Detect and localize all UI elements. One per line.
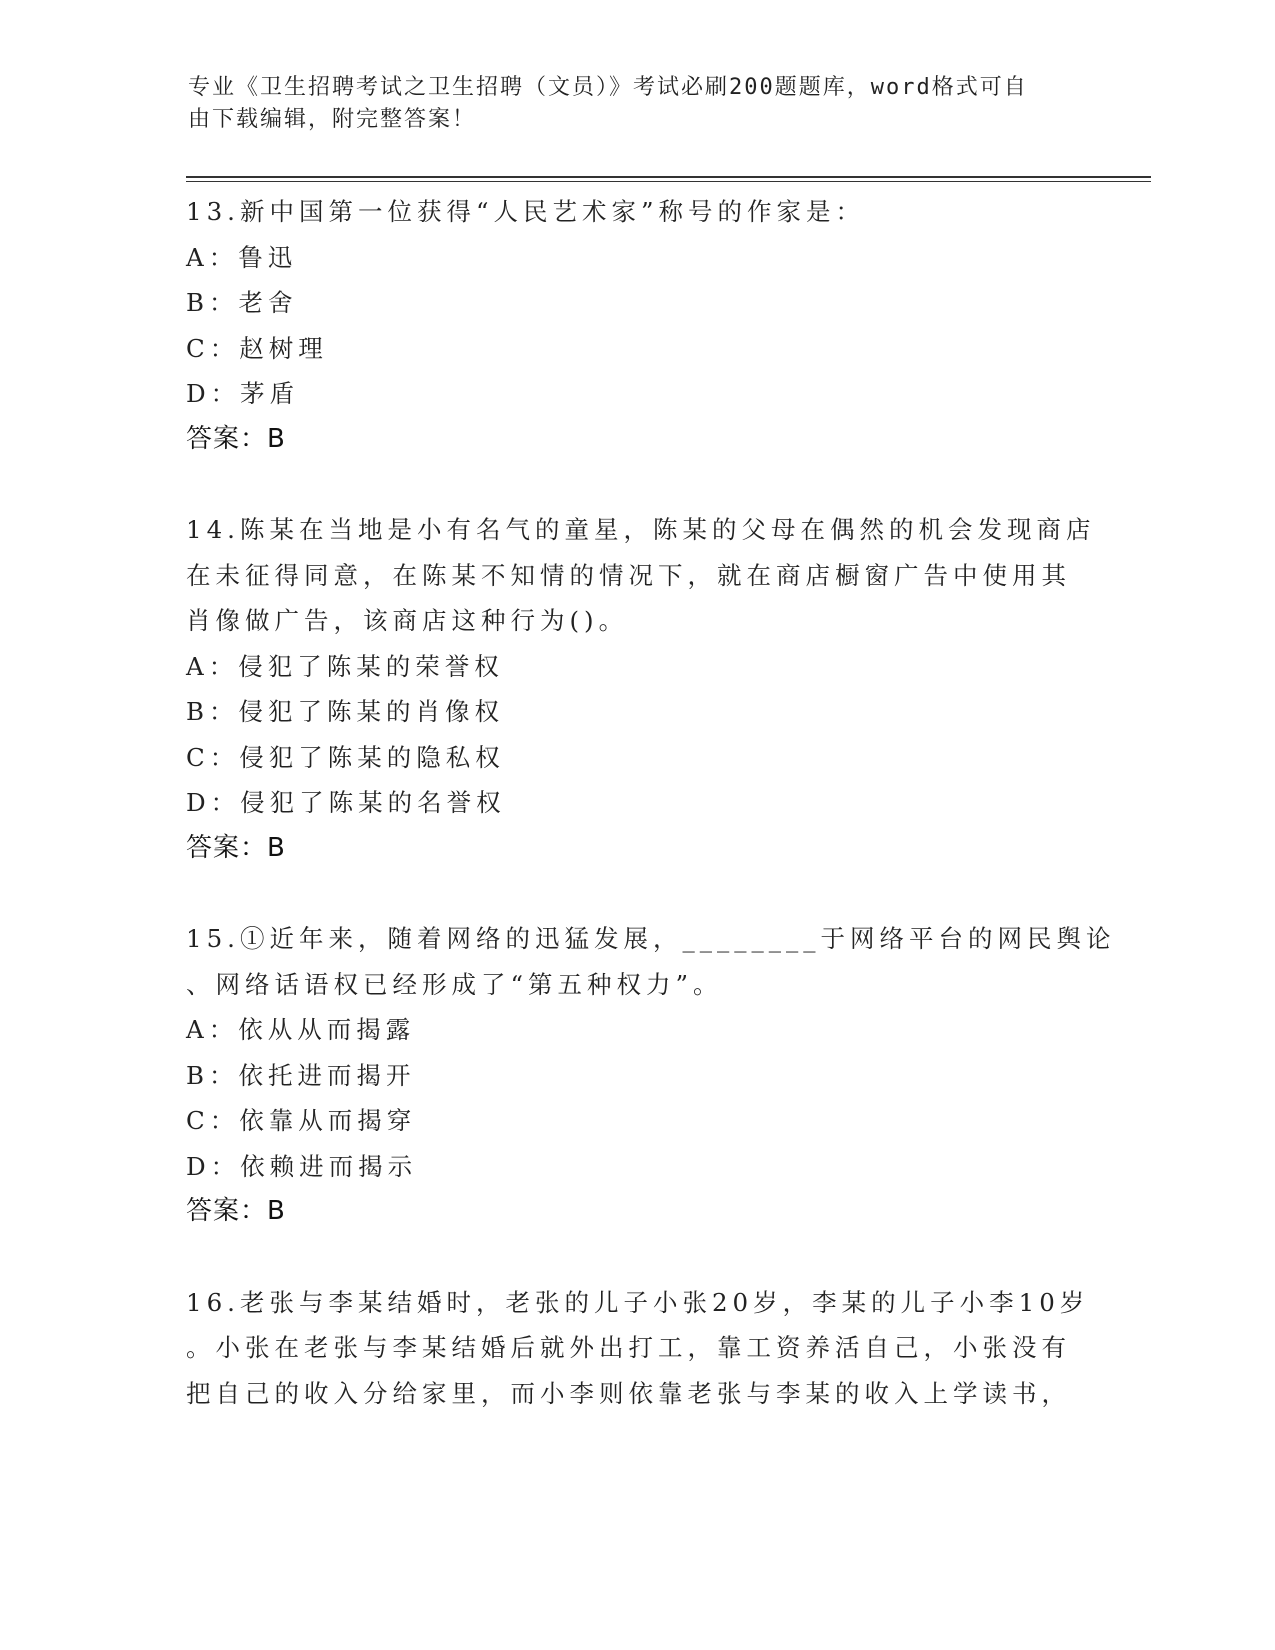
question-stem: 14.陈某在当地是小有名气的童星，陈某的父母在偶然的机会发现商店 — [186, 515, 1096, 544]
header-line: 由下载编辑，附完整答案！ — [188, 107, 477, 132]
question-stem: 13.新中国第一位获得“人民艺术家”称号的作家是： — [186, 197, 866, 226]
question-stem: 在未征得同意，在陈某不知情的情况下，就在商店橱窗广告中使用其 — [186, 560, 1071, 590]
question-stem: 15.①近年来，随着网络的迅猛发展，________于网络平台的网民舆论 — [186, 924, 1116, 953]
question-stem: 。小张在老张与李某结婚后就外出打工，靠工资养活自己，小张没有 — [186, 1333, 1071, 1362]
header-divider-thin — [186, 181, 1151, 182]
option-c: C：赵树理 — [186, 333, 328, 363]
option-c: C：依靠从而揭穿 — [186, 1106, 417, 1135]
answer: 答案：B — [186, 423, 286, 454]
question-16 — [186, 1280, 1090, 1417]
question-15 — [186, 916, 1116, 1235]
option-a: A：鲁迅 — [186, 242, 298, 272]
question-stem: 肖像做广告，该商店这种行为()。 — [186, 606, 629, 635]
header-line: 专业《卫生招聘考试之卫生招聘（文员）》考试必刷200题题库，word格式可自 — [188, 75, 1028, 100]
option-d: D：依赖进而揭示 — [186, 1151, 418, 1181]
header-divider-thick — [186, 176, 1151, 178]
option-d: D：茅盾 — [186, 379, 300, 408]
option-c: C：侵犯了陈某的隐私权 — [186, 742, 505, 772]
option-b: B：依托进而揭开 — [186, 1060, 416, 1090]
question-stem: 16.老张与李某结婚时，老张的儿子小张20岁，李某的儿子小李10岁 — [186, 1287, 1090, 1317]
question-13 — [186, 189, 1086, 462]
option-b: B：侵犯了陈某的肖像权 — [186, 697, 505, 726]
answer: 答案：B — [186, 1196, 286, 1226]
question-stem: 、网络话语权已经形成了“第五种权力”。 — [186, 969, 723, 999]
option-d: D：侵犯了陈某的名誉权 — [186, 788, 506, 817]
option-a: A：依从从而揭露 — [186, 1015, 416, 1044]
question-14 — [186, 507, 1096, 871]
document-header — [188, 72, 1088, 136]
question-list — [186, 189, 1116, 1461]
question-stem: 把自己的收入分给家里，而小李则依靠老张与李某的收入上学读书， — [186, 1378, 1071, 1408]
answer: 答案：B — [186, 832, 286, 863]
option-b: B：老舍 — [186, 288, 298, 317]
option-a: A：侵犯了陈某的荣誉权 — [186, 651, 504, 681]
